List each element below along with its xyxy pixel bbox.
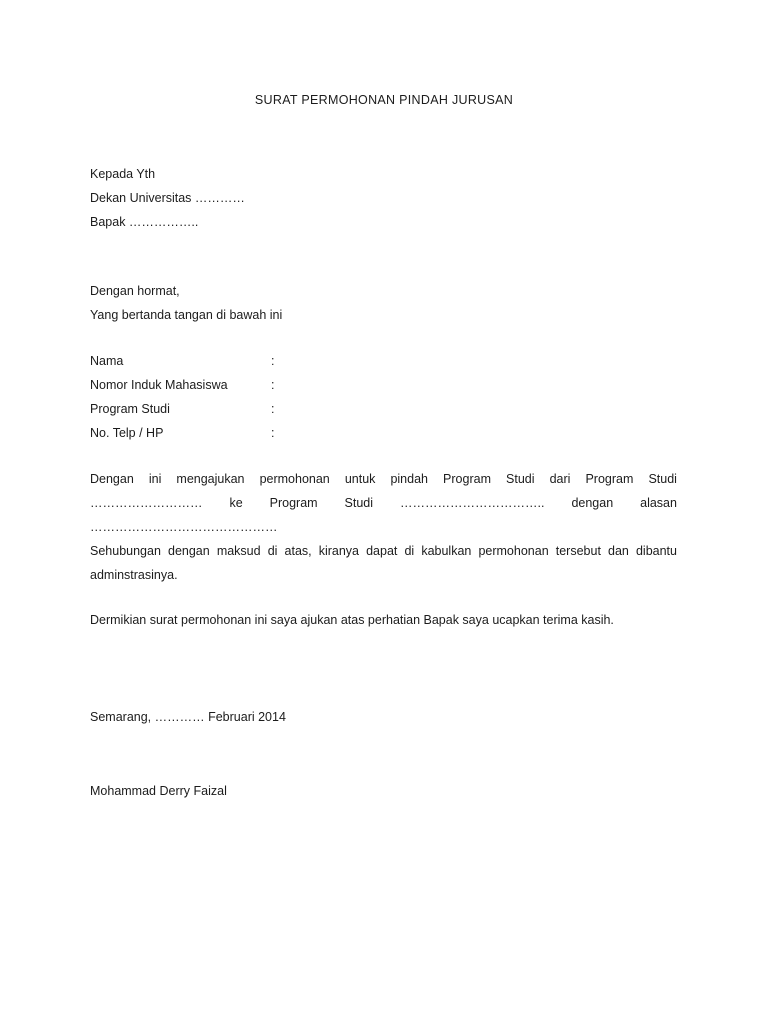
field-label: Program Studi	[90, 402, 170, 416]
body-word: dan	[608, 544, 629, 558]
body-word: di	[404, 544, 415, 558]
body-word: Studi	[344, 496, 374, 510]
body-word: Program	[585, 472, 634, 486]
body-word: kabulkan	[421, 544, 472, 558]
justified-line	[90, 467, 677, 491]
body-word: ……………………………..	[400, 496, 545, 510]
body-word: Program	[443, 472, 491, 486]
addressee-line-1: Kepada Yth	[90, 167, 156, 181]
body-word: Program	[269, 496, 318, 510]
request-paragraph	[90, 467, 677, 587]
body-word: dengan	[168, 544, 210, 558]
field-colon: :	[271, 426, 275, 440]
body-word: tersebut	[555, 544, 601, 558]
body-word: Dengan	[90, 472, 134, 486]
body-word: dapat	[366, 544, 398, 558]
reason-dots: ………………………………………	[90, 520, 278, 534]
body-word: Sehubungan	[90, 544, 161, 558]
body-word: permohonan	[478, 544, 549, 558]
field-row-name	[90, 349, 677, 373]
closing-paragraph	[90, 608, 677, 632]
signatory-name: Mohammad Derry Faizal	[90, 784, 227, 798]
field-row-nim	[90, 373, 677, 397]
field-label: No. Telp / HP	[90, 426, 164, 440]
body-word: dengan	[571, 496, 614, 510]
body-word: ke	[229, 496, 243, 510]
body-word: mengajukan	[176, 472, 245, 486]
signatory	[90, 779, 677, 803]
body-word: kiranya	[318, 544, 360, 558]
letter-title: SURAT PERMOHONAN PINDAH JURUSAN	[254, 93, 514, 107]
body-word: dari	[549, 472, 571, 486]
body-last-line: adminstrasinya.	[90, 568, 178, 582]
field-colon: :	[271, 402, 275, 416]
justified-line	[90, 491, 677, 515]
body-word: pindah	[390, 472, 428, 486]
body-word: dibantu	[635, 544, 677, 558]
intro-line: Yang bertanda tangan di bawah ini	[90, 308, 283, 322]
body-word: atas,	[284, 544, 312, 558]
body-word: di	[267, 544, 278, 558]
justified-line	[90, 539, 677, 563]
body-word: Studi	[648, 472, 677, 486]
body-word: permohonan	[259, 472, 330, 486]
closing-line: Dermikian surat permohonan ini saya ajukan atas perhatian Bapak saya ucapkan terima kasih.	[90, 613, 614, 627]
body-word: maksud	[216, 544, 261, 558]
addressee-block	[90, 162, 677, 234]
addressee-line-3: Bapak ……………..	[90, 215, 199, 229]
addressee-line-2: Dekan Universitas …………	[90, 191, 245, 205]
body-word: untuk	[344, 472, 376, 486]
field-colon: :	[271, 354, 275, 368]
field-row-program	[90, 397, 677, 421]
body-word: ………………………	[90, 496, 203, 510]
place-date	[90, 705, 677, 729]
place-date-line: Semarang, ………… Februari 2014	[90, 710, 286, 724]
greeting-block	[90, 279, 677, 327]
body-word: alasan	[640, 496, 677, 510]
identity-fields	[90, 349, 677, 445]
field-colon: :	[271, 378, 275, 392]
field-row-phone	[90, 421, 677, 445]
field-label: Nama	[90, 354, 124, 368]
field-label: Nomor Induk Mahasiswa	[90, 378, 228, 392]
salutation: Dengan hormat,	[90, 284, 180, 298]
body-word: ini	[148, 472, 162, 486]
body-word: Studi	[506, 472, 535, 486]
